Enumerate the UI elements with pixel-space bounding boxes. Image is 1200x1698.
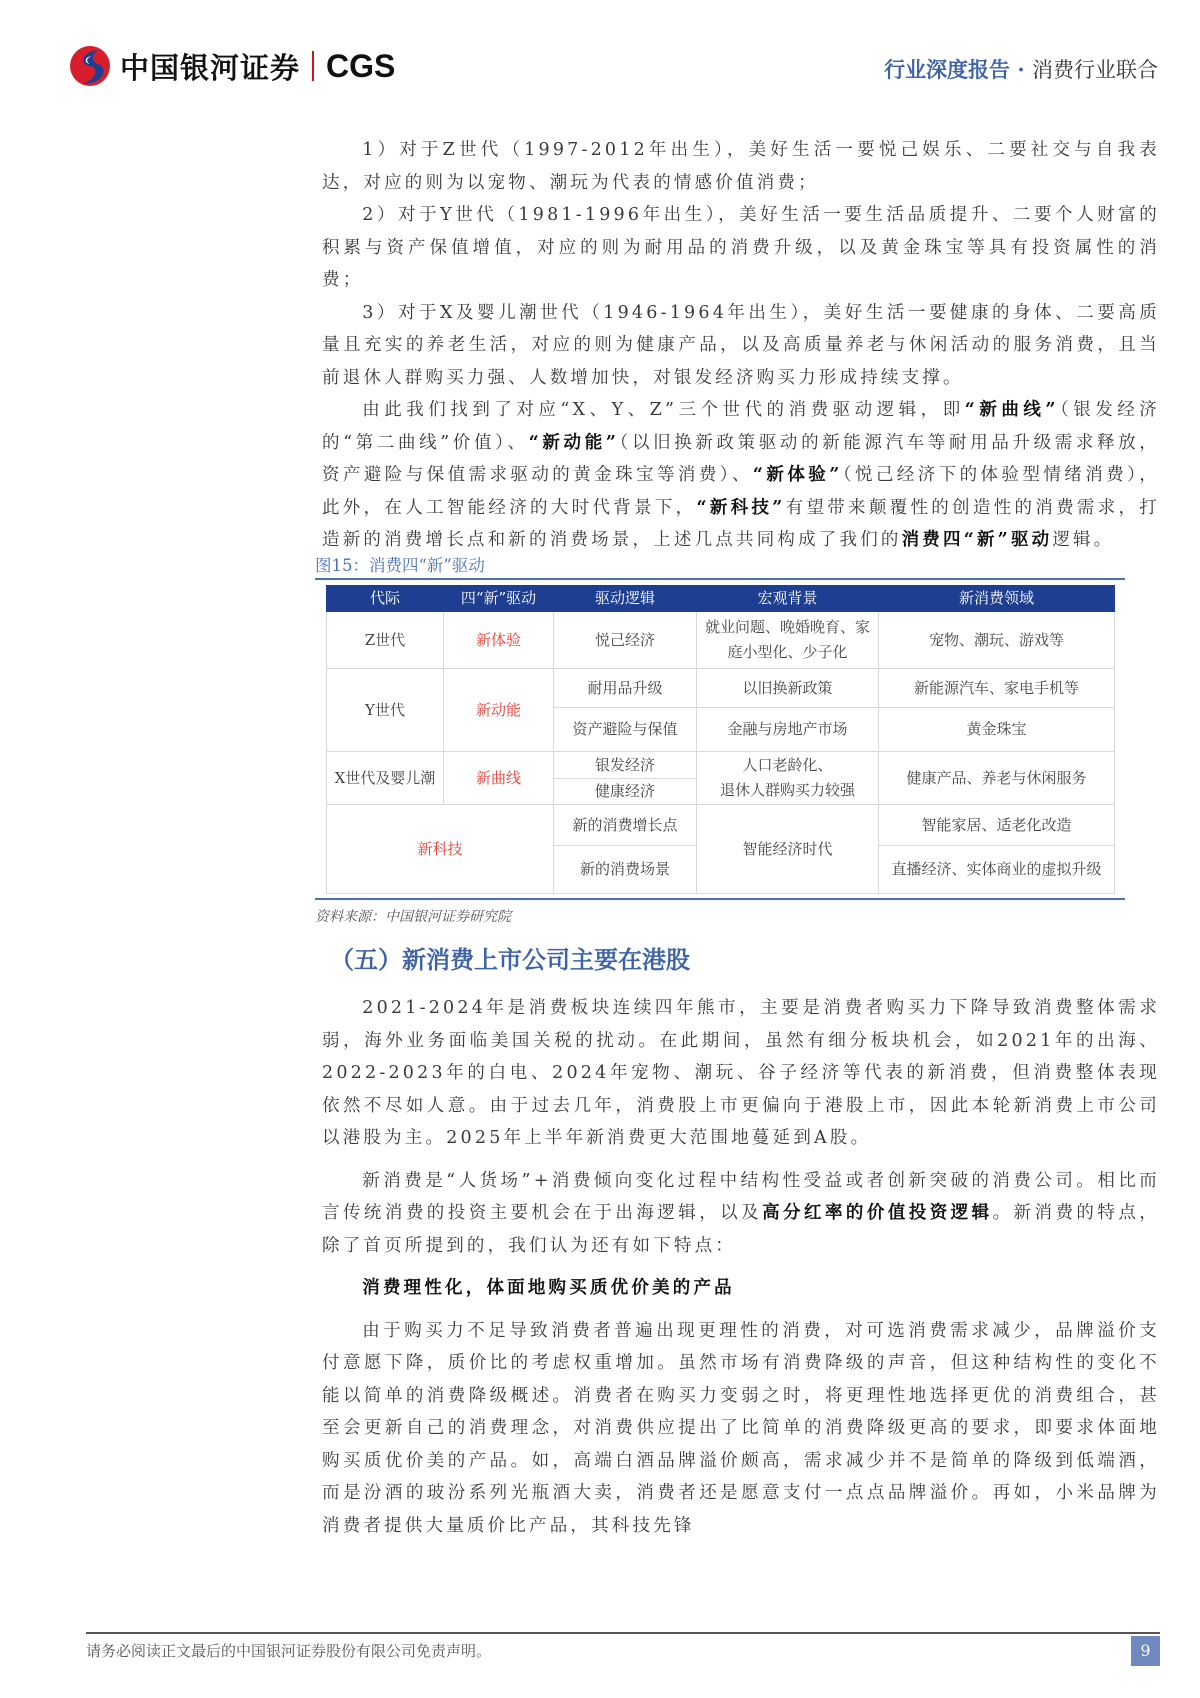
cell: 银发经济 <box>554 752 697 779</box>
paragraph: 2021-2024年是消费板块连续四年熊市，主要是消费者购买力下降导致消费整体需求弱，海外业务面临美国关税的扰动。在此期间，虽然有细分板块机会，如2021年的出海、2022-2023年的白电、2024年宠物、潮玩、谷子经济等代表的新消费，但消费整体表现依然不尽如人意。由于过去几年，消费股上市更偏向于港股上市，因此本轮新消费上市公司以港股为主。2025年上半年新消费更大范围地蔓延到A股。 <box>322 998 1160 1148</box>
cell: 耐用品升级 <box>554 669 697 708</box>
cell: 新的消费场景 <box>554 846 697 894</box>
table-row <box>327 669 1115 708</box>
cell: 直播经济、实体商业的虚拟升级 <box>879 846 1115 894</box>
text: 新消费是“人货场”+消费倾向变化过程中结构性受益或者创新突破的消费公司。相比而言传统消费的投资主要机会在于出海逻辑，以及 <box>322 1170 1160 1223</box>
text: （银发经济的“第二曲线”价值）、 <box>322 400 1161 453</box>
header-dot: · <box>1010 57 1032 82</box>
four-new-drivers-table <box>326 585 1115 894</box>
bold-text: “新体验” <box>752 465 843 485</box>
cell: 新能源汽车、家电手机等 <box>879 669 1115 708</box>
subheading-text: 消费理性化，体面地购买质优价美的产品 <box>362 1278 735 1298</box>
col-header: 新消费领域 <box>879 586 1115 612</box>
company-logo <box>68 44 395 88</box>
bold-text: 消费四“新”驱动 <box>901 530 1053 550</box>
bold-text: 高分红率的价值投资逻辑 <box>762 1203 993 1223</box>
cell: 新动能 <box>444 669 554 752</box>
cell: X世代及婴儿潮 <box>327 752 444 805</box>
bold-text: “新动能” <box>528 432 620 453</box>
footer-divider <box>86 1632 1160 1634</box>
paragraph-x: 3）对于X及婴儿潮世代（1946-1964年出生），美好生活一要健康的身体、二要高质量且充实的养老生活，对应的则为健康产品，以及高质量养老与休闲活动的服务消费，且当前退休人群购买力强、人数增加快，对银发经济购买力形成持续支撑。 <box>322 302 1160 388</box>
page-number: 9 <box>1131 1636 1160 1666</box>
bold-text: “新曲线” <box>964 400 1059 420</box>
text: 逻辑。 <box>1052 530 1115 550</box>
paragraph-y: 2）对于Y世代（1981-1996年出生），美好生活一要生活品质提升、二要个人财富的积累与资产保值增值，对应的则为耐用品的消费升级，以及黄金珠宝等具有投资属性的消费； <box>322 205 1160 290</box>
text: 有望带来颠覆性的创造性的消费需求，打造新的消费增长点和新的消费场景，上述几点共同构成了我们的 <box>322 497 1160 550</box>
text: 由此我们找到了对应“X、Y、Z”三个世代的消费驱动逻辑，即 <box>362 400 965 420</box>
cell: 智能家居、适老化改造 <box>879 805 1115 846</box>
text: （以旧换新政策驱动的新能源汽车等耐用品升级需求释放，资产避险与保值需求驱动的黄金珠宝等消费）、 <box>322 432 1161 485</box>
cell-line: 退休人群购买力较强 <box>719 781 855 799</box>
col-header: 驱动逻辑 <box>554 586 697 612</box>
cell: 新科技 <box>327 805 554 894</box>
report-type: 行业深度报告 <box>884 57 1011 82</box>
paragraph-summary <box>322 394 1160 557</box>
intro-text <box>322 134 1160 557</box>
section-text <box>322 992 1160 1542</box>
table-row <box>327 805 1115 846</box>
cell: 悦己经济 <box>554 612 697 669</box>
figure-title: 图15：消费四“新”驱动 <box>315 556 485 575</box>
paragraph-z: 1）对于Z世代（1997-2012年出生），美好生活一要悦己娱乐、二要社交与自我表达，对应的则为以宠物、潮玩为代表的情感价值消费； <box>322 140 1160 193</box>
table-row <box>327 612 1115 669</box>
table-row <box>327 752 1115 779</box>
subheading <box>322 1272 1160 1305</box>
logo-cn: 中国银河证券 <box>120 50 301 85</box>
col-header: 代际 <box>327 586 444 612</box>
cell <box>697 752 879 805</box>
text: （悦己经济下的体验型情绪消费），此外，在人工智能经济的大时代背景下， <box>322 465 1161 518</box>
cell: 健康经济 <box>554 779 697 805</box>
logo-swirl-icon <box>68 44 112 88</box>
cell: 黄金珠宝 <box>879 708 1115 752</box>
figure-bottom-rule <box>315 898 1125 900</box>
cell: 新体验 <box>444 612 554 669</box>
col-header: 四“新”驱动 <box>444 586 554 612</box>
paragraph: 由于购买力不足导致消费者普遍出现更理性的消费，对可选消费需求减少，品牌溢价支付意愿下降，质价比的考虑权重增加。虽然市场有消费降级的声音，但这种结构性的变化不能以简单的消费降级概述。消费者在购买力变弱之时，将更理性地选择更优的消费组合，甚至会更新自己的消费理念，对消费供应提出了比简单的消费降级更高的要求，即要求体面地购买质优价美的产品。如，高端白酒品牌溢价颇高，需求减少并不是简单的降级到低端酒，而是汾酒的玻汾系列光瓶酒大卖，消费者还是愿意支付一点点品牌溢价。再如，小米品牌为消费者提供大量质价比产品，其科技先锋 <box>322 1320 1160 1536</box>
bold-text: “新科技” <box>696 497 786 518</box>
cell: Y世代 <box>327 669 444 752</box>
paragraph <box>322 1165 1160 1263</box>
footer-disclaimer: 请务必阅读正文最后的中国银河证券股份有限公司免责声明。 <box>86 1642 492 1660</box>
cell: 就业问题、晚婚晚育、家庭小型化、少子化 <box>697 612 879 669</box>
logo-divider <box>312 51 314 81</box>
cell: 金融与房地产市场 <box>697 708 879 752</box>
industry-name: 消费行业联合 <box>1032 58 1158 82</box>
cell: 以旧换新政策 <box>697 669 879 708</box>
logo-en: CGS <box>326 47 396 84</box>
figure-source: 资料来源：中国银河证券研究院 <box>315 909 511 925</box>
cell: 新的消费增长点 <box>554 805 697 846</box>
report-header <box>884 54 1158 84</box>
figure-top-rule <box>315 578 1125 580</box>
cell: 宠物、潮玩、游戏等 <box>879 612 1115 669</box>
cell: 健康产品、养老与休闲服务 <box>879 752 1115 805</box>
cell: 资产避险与保值 <box>554 708 697 752</box>
cell: Z世代 <box>327 612 444 669</box>
table-header-row <box>327 586 1115 612</box>
col-header: 宏观背景 <box>697 586 879 612</box>
section-heading: （五）新消费上市公司主要在港股 <box>330 945 690 974</box>
cell: 智能经济时代 <box>697 805 879 894</box>
text: 。新消费的特点，除了首页所提到的，我们认为还有如下特点： <box>322 1203 1160 1256</box>
cell-line: 人口老龄化、 <box>742 756 833 774</box>
cell: 新曲线 <box>444 752 554 805</box>
